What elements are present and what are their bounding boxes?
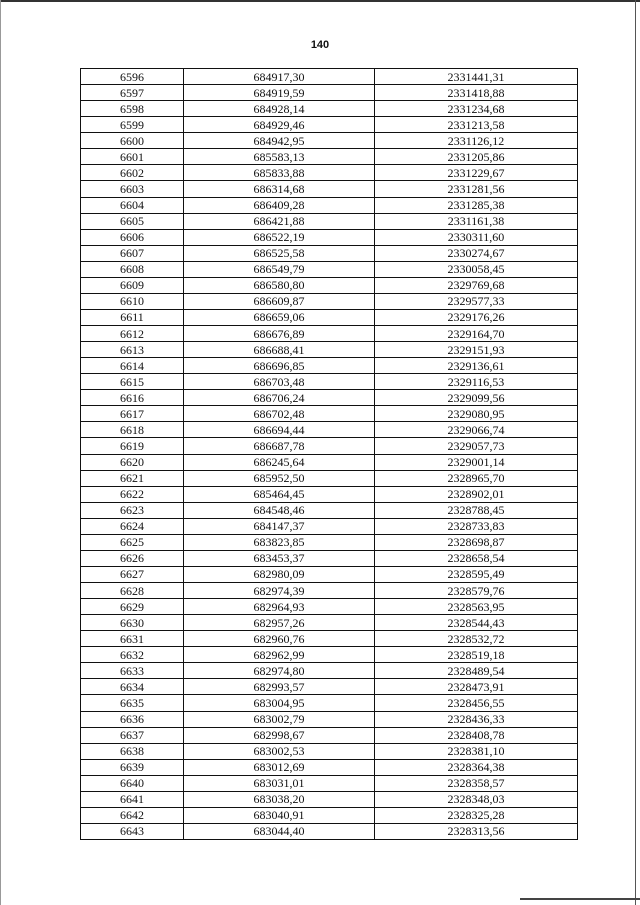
point-number-cell: 6627: [81, 566, 184, 582]
y-coordinate-cell: 2331234,68: [375, 101, 578, 117]
point-number-cell: 6625: [81, 534, 184, 550]
x-coordinate-cell: 685833,88: [184, 165, 375, 181]
y-coordinate-cell: 2328381,10: [375, 743, 578, 759]
right-edge-rule: [635, 0, 636, 905]
table-row: [81, 181, 578, 197]
y-coordinate-cell: 2328563,95: [375, 599, 578, 615]
x-coordinate-cell: 684929,46: [184, 117, 375, 133]
table-row: [81, 101, 578, 117]
y-coordinate-cell: 2329066,74: [375, 422, 578, 438]
coordinates-table-body: [81, 69, 578, 840]
y-coordinate-cell: 2331161,38: [375, 213, 578, 229]
point-number-cell: 6642: [81, 807, 184, 823]
y-coordinate-cell: 2331441,31: [375, 69, 578, 85]
x-coordinate-cell: 686421,88: [184, 213, 375, 229]
table-row: [81, 711, 578, 727]
y-coordinate-cell: 2328325,28: [375, 807, 578, 823]
x-coordinate-cell: 685464,45: [184, 486, 375, 502]
y-coordinate-cell: 2328595,49: [375, 566, 578, 582]
table-row: [81, 550, 578, 566]
y-coordinate-cell: 2328364,38: [375, 759, 578, 775]
table-row: [81, 261, 578, 277]
table-row: [81, 743, 578, 759]
table-row: [81, 229, 578, 245]
x-coordinate-cell: 684919,59: [184, 85, 375, 101]
x-coordinate-cell: 686314,68: [184, 181, 375, 197]
point-number-cell: 6636: [81, 711, 184, 727]
x-coordinate-cell: 683002,79: [184, 711, 375, 727]
y-coordinate-cell: 2331205,86: [375, 149, 578, 165]
y-coordinate-cell: 2328313,56: [375, 823, 578, 839]
x-coordinate-cell: 684928,14: [184, 101, 375, 117]
x-coordinate-cell: 686694,44: [184, 422, 375, 438]
table-row: [81, 807, 578, 823]
point-number-cell: 6596: [81, 69, 184, 85]
table-row: [81, 149, 578, 165]
table-row: [81, 277, 578, 293]
table-row: [81, 631, 578, 647]
y-coordinate-cell: 2328579,76: [375, 583, 578, 599]
point-number-cell: 6606: [81, 229, 184, 245]
x-coordinate-cell: 683012,69: [184, 759, 375, 775]
x-coordinate-cell: 682974,80: [184, 663, 375, 679]
table-row: [81, 583, 578, 599]
table-row: [81, 759, 578, 775]
x-coordinate-cell: 686522,19: [184, 229, 375, 245]
x-coordinate-cell: 683453,37: [184, 550, 375, 566]
x-coordinate-cell: 686687,78: [184, 438, 375, 454]
y-coordinate-cell: 2328348,03: [375, 791, 578, 807]
y-coordinate-cell: 2328473,91: [375, 679, 578, 695]
x-coordinate-cell: 682957,26: [184, 615, 375, 631]
point-number-cell: 6626: [81, 550, 184, 566]
table-row: [81, 197, 578, 213]
point-number-cell: 6614: [81, 358, 184, 374]
table-row: [81, 502, 578, 518]
table-row: [81, 727, 578, 743]
table-row: [81, 695, 578, 711]
point-number-cell: 6641: [81, 791, 184, 807]
x-coordinate-cell: 684147,37: [184, 518, 375, 534]
point-number-cell: 6601: [81, 149, 184, 165]
point-number-cell: 6597: [81, 85, 184, 101]
x-coordinate-cell: 682962,99: [184, 647, 375, 663]
left-edge-rule: [0, 0, 1, 905]
point-number-cell: 6624: [81, 518, 184, 534]
table-row: [81, 615, 578, 631]
y-coordinate-cell: 2329001,14: [375, 454, 578, 470]
x-coordinate-cell: 683040,91: [184, 807, 375, 823]
point-number-cell: 6628: [81, 583, 184, 599]
point-number-cell: 6612: [81, 326, 184, 342]
x-coordinate-cell: 684917,30: [184, 69, 375, 85]
point-number-cell: 6632: [81, 647, 184, 663]
y-coordinate-cell: 2329577,33: [375, 293, 578, 309]
y-coordinate-cell: 2329176,26: [375, 309, 578, 325]
x-coordinate-cell: 686676,89: [184, 326, 375, 342]
table-row: [81, 245, 578, 261]
x-coordinate-cell: 682998,67: [184, 727, 375, 743]
table-row: [81, 390, 578, 406]
x-coordinate-cell: 684942,95: [184, 133, 375, 149]
table-row: [81, 358, 578, 374]
table-row: [81, 309, 578, 325]
point-number-cell: 6598: [81, 101, 184, 117]
x-coordinate-cell: 683823,85: [184, 534, 375, 550]
y-coordinate-cell: 2330058,45: [375, 261, 578, 277]
table-row: [81, 679, 578, 695]
point-number-cell: 6638: [81, 743, 184, 759]
point-number-cell: 6643: [81, 823, 184, 839]
page-number: 140: [310, 39, 330, 51]
table-row: [81, 293, 578, 309]
table-row: [81, 374, 578, 390]
x-coordinate-cell: 686659,06: [184, 309, 375, 325]
bottom-edge-rule: [520, 898, 640, 900]
x-coordinate-cell: 686703,48: [184, 374, 375, 390]
point-number-cell: 6634: [81, 679, 184, 695]
y-coordinate-cell: 2329151,93: [375, 342, 578, 358]
table-row: [81, 775, 578, 791]
point-number-cell: 6607: [81, 245, 184, 261]
table-row: [81, 647, 578, 663]
x-coordinate-cell: 683004,95: [184, 695, 375, 711]
y-coordinate-cell: 2330274,67: [375, 245, 578, 261]
y-coordinate-cell: 2329080,95: [375, 406, 578, 422]
table-row: [81, 518, 578, 534]
y-coordinate-cell: 2328408,78: [375, 727, 578, 743]
table-row: [81, 342, 578, 358]
table-row: [81, 326, 578, 342]
x-coordinate-cell: 684548,46: [184, 502, 375, 518]
y-coordinate-cell: 2331281,56: [375, 181, 578, 197]
x-coordinate-cell: 683038,20: [184, 791, 375, 807]
y-coordinate-cell: 2328965,70: [375, 470, 578, 486]
y-coordinate-cell: 2328489,54: [375, 663, 578, 679]
point-number-cell: 6608: [81, 261, 184, 277]
x-coordinate-cell: 686688,41: [184, 342, 375, 358]
y-coordinate-cell: 2328658,54: [375, 550, 578, 566]
x-coordinate-cell: 682964,93: [184, 599, 375, 615]
x-coordinate-cell: 686609,87: [184, 293, 375, 309]
y-coordinate-cell: 2331418,88: [375, 85, 578, 101]
y-coordinate-cell: 2328358,57: [375, 775, 578, 791]
y-coordinate-cell: 2328532,72: [375, 631, 578, 647]
y-coordinate-cell: 2328902,01: [375, 486, 578, 502]
y-coordinate-cell: 2328733,83: [375, 518, 578, 534]
point-number-cell: 6617: [81, 406, 184, 422]
y-coordinate-cell: 2331229,67: [375, 165, 578, 181]
point-number-cell: 6604: [81, 197, 184, 213]
table-row: [81, 823, 578, 839]
coordinates-table: [80, 68, 578, 840]
table-row: [81, 85, 578, 101]
x-coordinate-cell: 682993,57: [184, 679, 375, 695]
point-number-cell: 6605: [81, 213, 184, 229]
point-number-cell: 6602: [81, 165, 184, 181]
table-row: [81, 422, 578, 438]
table-row: [81, 213, 578, 229]
y-coordinate-cell: 2329057,73: [375, 438, 578, 454]
x-coordinate-cell: 682974,39: [184, 583, 375, 599]
x-coordinate-cell: 683002,53: [184, 743, 375, 759]
table-row: [81, 663, 578, 679]
x-coordinate-cell: 686245,64: [184, 454, 375, 470]
x-coordinate-cell: 682960,76: [184, 631, 375, 647]
point-number-cell: 6623: [81, 502, 184, 518]
point-number-cell: 6615: [81, 374, 184, 390]
table-row: [81, 599, 578, 615]
y-coordinate-cell: 2328788,45: [375, 502, 578, 518]
x-coordinate-cell: 686525,58: [184, 245, 375, 261]
table-row: [81, 791, 578, 807]
point-number-cell: 6637: [81, 727, 184, 743]
y-coordinate-cell: 2328698,87: [375, 534, 578, 550]
table-row: [81, 117, 578, 133]
table-row: [81, 133, 578, 149]
x-coordinate-cell: 686549,79: [184, 261, 375, 277]
x-coordinate-cell: 685583,13: [184, 149, 375, 165]
table-row: [81, 566, 578, 582]
point-number-cell: 6611: [81, 309, 184, 325]
table-row: [81, 486, 578, 502]
point-number-cell: 6619: [81, 438, 184, 454]
top-edge-rule: [0, 0, 640, 2]
point-number-cell: 6640: [81, 775, 184, 791]
point-number-cell: 6599: [81, 117, 184, 133]
point-number-cell: 6618: [81, 422, 184, 438]
y-coordinate-cell: 2329136,61: [375, 358, 578, 374]
table-row: [81, 470, 578, 486]
x-coordinate-cell: 686409,28: [184, 197, 375, 213]
y-coordinate-cell: 2329099,56: [375, 390, 578, 406]
point-number-cell: 6603: [81, 181, 184, 197]
y-coordinate-cell: 2328519,18: [375, 647, 578, 663]
table-row: [81, 165, 578, 181]
point-number-cell: 6639: [81, 759, 184, 775]
x-coordinate-cell: 683031,01: [184, 775, 375, 791]
point-number-cell: 6600: [81, 133, 184, 149]
point-number-cell: 6609: [81, 277, 184, 293]
x-coordinate-cell: 685952,50: [184, 470, 375, 486]
x-coordinate-cell: 686696,85: [184, 358, 375, 374]
point-number-cell: 6635: [81, 695, 184, 711]
y-coordinate-cell: 2329164,70: [375, 326, 578, 342]
point-number-cell: 6631: [81, 631, 184, 647]
y-coordinate-cell: 2328456,55: [375, 695, 578, 711]
y-coordinate-cell: 2328436,33: [375, 711, 578, 727]
x-coordinate-cell: 683044,40: [184, 823, 375, 839]
y-coordinate-cell: 2328544,43: [375, 615, 578, 631]
x-coordinate-cell: 682980,09: [184, 566, 375, 582]
point-number-cell: 6621: [81, 470, 184, 486]
y-coordinate-cell: 2330311,60: [375, 229, 578, 245]
point-number-cell: 6633: [81, 663, 184, 679]
table-row: [81, 534, 578, 550]
y-coordinate-cell: 2331285,38: [375, 197, 578, 213]
y-coordinate-cell: 2329116,53: [375, 374, 578, 390]
x-coordinate-cell: 686580,80: [184, 277, 375, 293]
y-coordinate-cell: 2329769,68: [375, 277, 578, 293]
x-coordinate-cell: 686702,48: [184, 406, 375, 422]
table-row: [81, 438, 578, 454]
point-number-cell: 6620: [81, 454, 184, 470]
y-coordinate-cell: 2331126,12: [375, 133, 578, 149]
point-number-cell: 6616: [81, 390, 184, 406]
y-coordinate-cell: 2331213,58: [375, 117, 578, 133]
table-row: [81, 406, 578, 422]
table-row: [81, 69, 578, 85]
point-number-cell: 6630: [81, 615, 184, 631]
table-row: [81, 454, 578, 470]
x-coordinate-cell: 686706,24: [184, 390, 375, 406]
point-number-cell: 6622: [81, 486, 184, 502]
point-number-cell: 6629: [81, 599, 184, 615]
point-number-cell: 6610: [81, 293, 184, 309]
point-number-cell: 6613: [81, 342, 184, 358]
